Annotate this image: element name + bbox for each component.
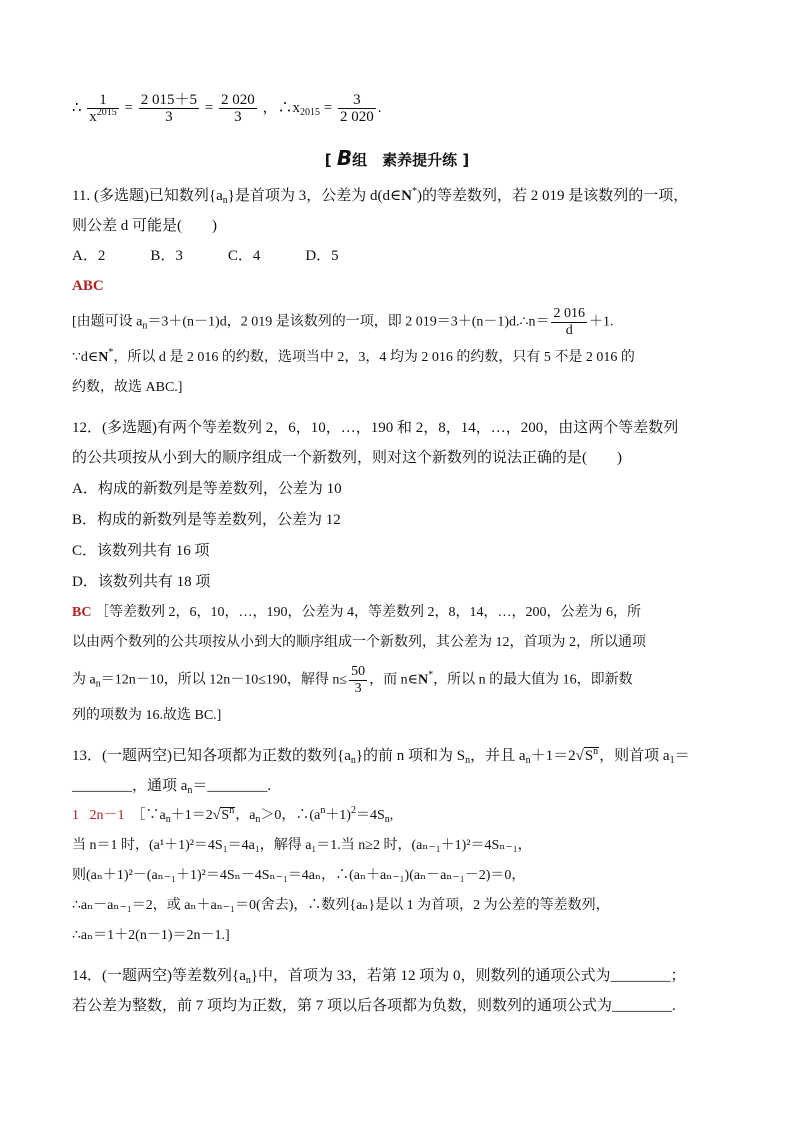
- q12-line-1: 12．(多选题)有两个等差数列 2，6，10，…，190 和 2，8，14，…，200，由这两个等差数列: [72, 420, 679, 436]
- fraction-1: [87, 92, 119, 125]
- q13-solution-4: ∴aₙ－aₙ₋₁＝2，或 aₙ＋aₙ₋₁＝0(舍去)，∴数列{aₙ}是以 1 为首项，2 为公差的等差数列，: [72, 898, 610, 913]
- q12-option-d: D．该数列共有 18 项: [72, 574, 211, 590]
- q12-explanation-2: 以由两个数列的公共项按从小到大的顺序组成一个新数列，其公差为 12，首项为 2，所以通项: [72, 635, 646, 650]
- fraction-4: [338, 92, 376, 125]
- q12-explanation-3: 为 $a_n=12n-10$，所以 12n－10≤190，解得 n≤ $\frac{50}{3}$ ，而 n∈N*，所以 n 的最大值为 16，即新数: [72, 664, 633, 696]
- q12-answer: BC: [72, 605, 92, 620]
- equals: =: [323, 99, 333, 116]
- q12-option-b: B．构成的新数列是等差数列，公差为 12: [72, 512, 341, 528]
- q12-explanation-4: 列的项数为 16.故选 BC.]: [72, 708, 222, 723]
- fraction-2-numerator: 2 015＋5: [140, 92, 198, 108]
- x-symbol: x: [89, 109, 97, 125]
- q11-explanation-3: 约数，故选 ABC.]: [72, 380, 183, 395]
- subscript: 2015: [300, 106, 321, 118]
- fraction-3: [219, 92, 257, 125]
- equals: =: [124, 99, 134, 116]
- q12-option-a: A．构成的新数列是等差数列，公差为 10: [72, 481, 342, 497]
- fraction-4-numerator: 3: [338, 92, 376, 109]
- q13-solution-3: 则(aₙ＋1)²－(aₙ₋₁＋1)²＝4Sₙ－4Sₙ₋₁＝4aₙ，∴(aₙ＋aₙ₋₁)(aₙ－aₙ₋₁－2)＝0，: [72, 868, 526, 883]
- q13-solution-2: 当 n＝1 时，(a¹＋1)²＝4S₁＝4a₁，解得 a₁＝1.当 n≥2 时，(aₙ₋₁＋1)²＝4Sₙ₋₁，: [72, 838, 532, 853]
- section-heading: [312, 148, 482, 170]
- q11-line-1: 11. (多选题)已知数列$\{a_n\}$是首项为 3，公差为 d(d∈N*)的等差数列，若 2 019 是该数列的一项，: [72, 186, 689, 206]
- q12-option-c: C．该数列共有 16 项: [72, 543, 210, 559]
- q13-solution-5: ∴aₙ＝1＋2(n－1)＝2n－1.]: [72, 928, 230, 943]
- fraction-2: [139, 92, 199, 125]
- bracket-close: ]: [462, 151, 470, 169]
- bracket-open: [: [324, 151, 332, 169]
- fraction-2-denominator: 3: [165, 109, 173, 125]
- q11-explanation-1: [由题可设 $a_n=3+(n-1)d$，2 019 是该数列的一项，即 2 019＝3＋(n－1)d.∴n＝ $\frac{2 016}{d}$ ＋1.: [72, 306, 614, 338]
- equals: =: [204, 99, 214, 116]
- q12-explanation-1: BC ［等差数列 2，6，10，…，190，公差为 4，等差数列 2，8，14，…，200，公差为 6，所: [72, 605, 641, 620]
- section-label: 组 素养提升练: [352, 151, 458, 169]
- q11-explanation-2: ∵d∈N*，所以 d 是 2 016 的约数，选项当中 2，3，4 均为 2 016 的约数，只有 5 不是 2 016 的: [72, 347, 635, 365]
- fraction-3-denominator: 3: [234, 109, 242, 125]
- separator: ，∴x: [262, 99, 301, 116]
- therefore-symbol: ∴: [72, 99, 82, 116]
- fraction-3-numerator: 2 020: [221, 92, 255, 108]
- q13-solution-1: 1 2n－1 $[\because a_n+1=2√S^n$，$a_n>0$，$\therefore(a^n+1)^2=4S_n$,: [72, 805, 394, 825]
- q13-line-2: ________，通项 $a_n=\_\_\_\_\_\_\_\_$.: [72, 778, 272, 796]
- q13-answer-1: 1: [72, 808, 79, 823]
- q12-line-2: 的公共项按从小到大的顺序组成一个新数列，则对这个新数列的说法正确的是( ): [72, 450, 622, 466]
- group-b-mark: B: [336, 146, 353, 170]
- top-formula: [72, 92, 381, 125]
- q13-line-1: 13．(一题两空)已知各项都为正数的数列$\{a_n\}$的前 n 项和为 $S_n$，并且 $a_n+1=2√S^n$，则首项 $a_1=$: [72, 746, 690, 766]
- fraction-1-numerator: 1: [87, 92, 119, 109]
- q13-answer-2: 2n－1: [89, 808, 125, 823]
- q11-line-2: 则公差 d 可能是( ): [72, 218, 217, 234]
- q11-options: A．2 B．3 C．4 D．5: [72, 248, 339, 264]
- exponent: 2015: [96, 107, 117, 118]
- fraction-4-denominator: 2 020: [339, 109, 374, 125]
- q14-line-1: 14．(一题两空)等差数列$\{a_n\}$中，首项为 33，若第 12 项为 0，则数列的通项公式为________；: [72, 968, 686, 986]
- q14-line-2: 若公差为整数，前 7 项均为正数，第 7 项以后各项都为负数，则数列的通项公式为________.: [72, 998, 676, 1014]
- q11-answer: ABC: [72, 278, 104, 294]
- fraction-1-denominator: [87, 109, 119, 125]
- period: .: [377, 99, 382, 116]
